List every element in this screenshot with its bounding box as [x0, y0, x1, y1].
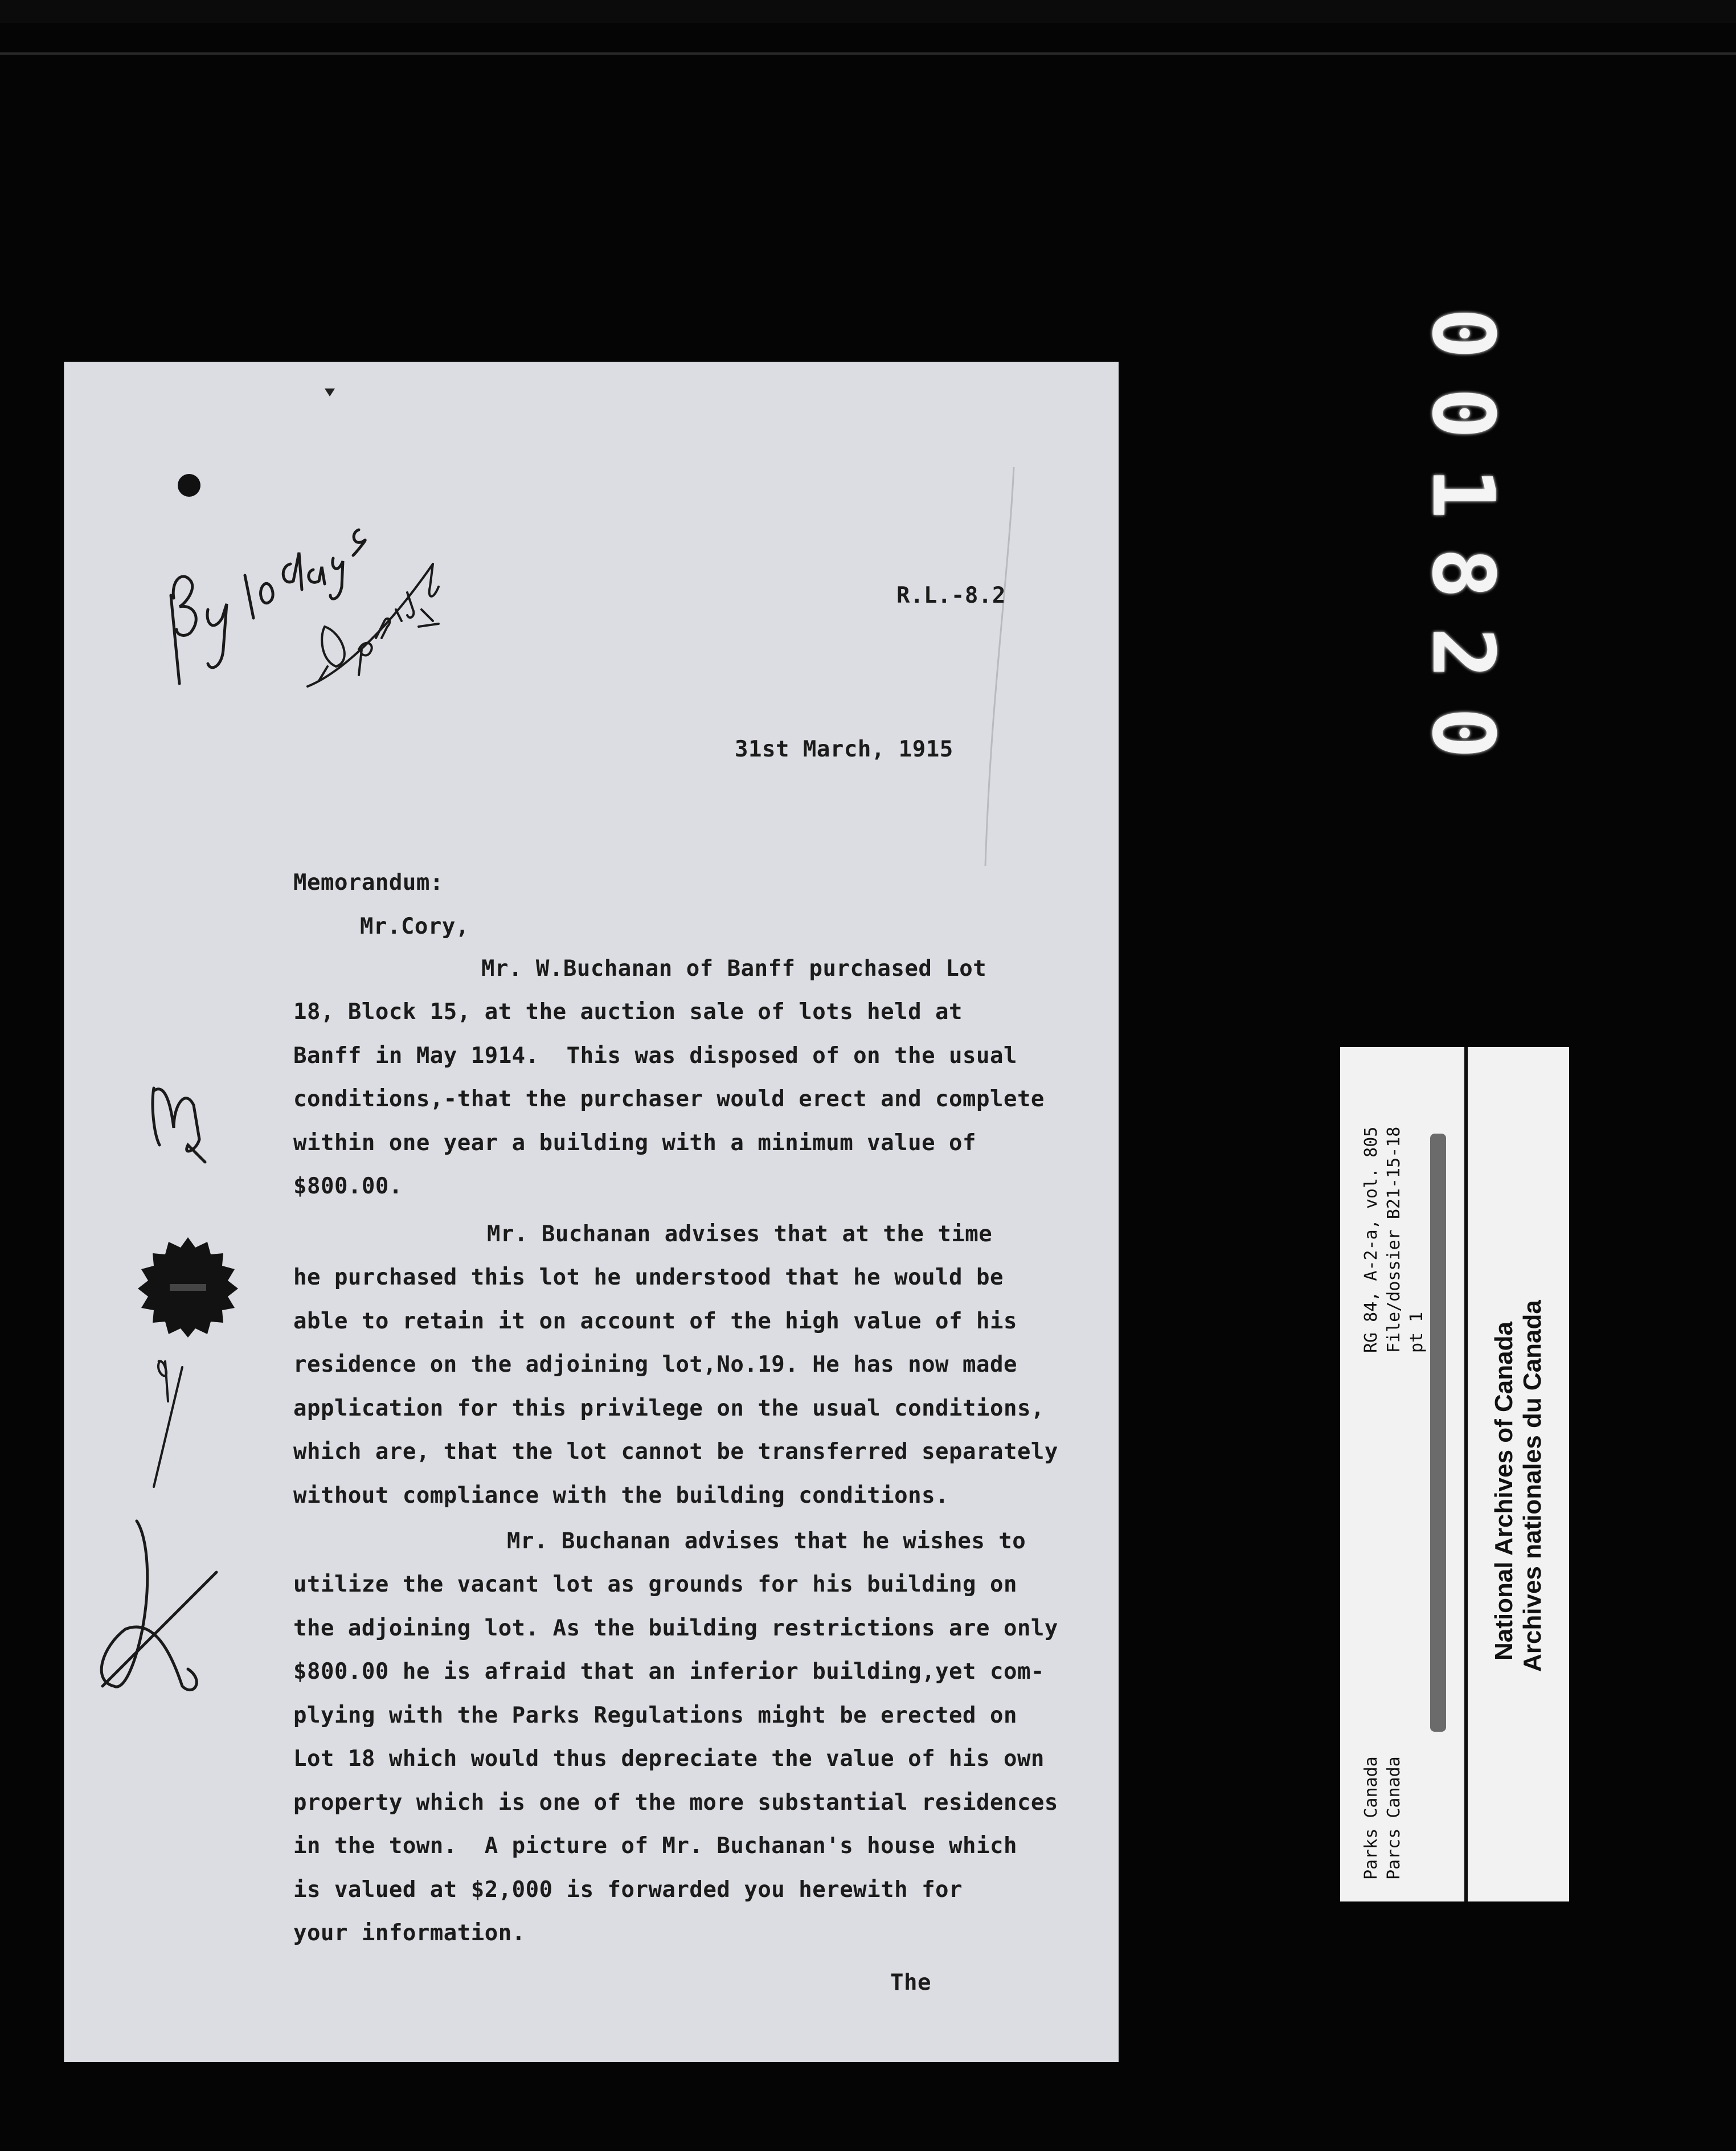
- handwritten-signature: [80, 1515, 228, 1709]
- body-line: within one year a building with a minimum value of: [293, 1130, 976, 1156]
- body-line: utilize the vacant lot as grounds for his building on: [293, 1572, 1017, 1597]
- body-line: application for this privilege on the usual conditions,: [293, 1396, 1045, 1421]
- seal-icon: [137, 1236, 239, 1339]
- body-line: the adjoining lot. As the building restrictions are only: [293, 1616, 1058, 1641]
- paper-crease: [957, 467, 1025, 866]
- body-line: Banff in May 1914. This was disposed of on the usual: [293, 1043, 1017, 1069]
- body-line: Mr. Buchanan advises that at the time: [487, 1221, 993, 1247]
- institution-name-fr: Archives nationales du Canada: [1518, 1300, 1546, 1672]
- body-line: without compliance with the building conditions.: [293, 1483, 949, 1508]
- body-line: plying with the Parks Regulations might be erected on: [293, 1703, 1017, 1728]
- frame-counter-text: 001820: [1413, 308, 1512, 787]
- body-line: which are, that the lot cannot be transferred separately: [293, 1439, 1058, 1465]
- body-line: is valued at $2,000 is forwarded you herewith for: [293, 1877, 963, 1903]
- handwritten-initials-date: [302, 553, 473, 723]
- archive-reference-line2: File/dossier B21-15-18: [1384, 1126, 1404, 1353]
- body-line: he purchased this lot he understood that he would be: [293, 1265, 1004, 1290]
- film-top-line: [0, 52, 1736, 55]
- film-top-edge: [0, 0, 1736, 23]
- memo-salutation: Memorandum:: [293, 870, 444, 895]
- body-line: residence on the adjoining lot,No.19. He has now made: [293, 1352, 1017, 1377]
- label-dark-stripe: [1430, 1134, 1446, 1732]
- catchword: The: [890, 1970, 931, 1995]
- body-line: able to retain it on account of the high value of his: [293, 1308, 1017, 1334]
- body-line: in the town. A picture of Mr. Buchanan's house which: [293, 1833, 1017, 1859]
- body-line: Mr. W.Buchanan of Banff purchased Lot: [481, 956, 987, 982]
- body-line: Mr. Buchanan advises that he wishes to: [507, 1528, 1026, 1554]
- body-line: $800.00 he is afraid that an inferior building,yet com-: [293, 1659, 1045, 1684]
- agency-name-fr: Parcs Canada: [1384, 1756, 1404, 1880]
- handwritten-fraction-mark: [142, 1350, 211, 1492]
- body-line: conditions,-that the purchaser would erect and complete: [293, 1086, 1045, 1112]
- reference-code: R.L.-8.2: [896, 583, 1006, 608]
- archive-reference-line1: RG 84, A-2-a, vol. 805: [1361, 1126, 1381, 1353]
- memo-addressee: Mr.Cory,: [360, 914, 469, 939]
- body-line: property which is one of the more substantial residences: [293, 1790, 1058, 1815]
- handwritten-m-mark: [142, 1071, 228, 1168]
- memo-date: 31st March, 1915: [735, 737, 953, 762]
- agency-name-en: Parks Canada: [1361, 1756, 1381, 1880]
- body-line: $800.00.: [293, 1173, 403, 1199]
- archive-label-left: [1340, 1047, 1468, 1901]
- institution-name-en: National Archives of Canada: [1490, 1322, 1518, 1661]
- body-line: Lot 18 which would thus depreciate the value of his own: [293, 1746, 1045, 1772]
- body-line: 18, Block 15, at the auction sale of lots held at: [293, 999, 963, 1025]
- archive-reference-line3: pt 1: [1407, 1311, 1427, 1353]
- arrow-mark: [325, 389, 335, 396]
- body-line: your information.: [293, 1920, 526, 1946]
